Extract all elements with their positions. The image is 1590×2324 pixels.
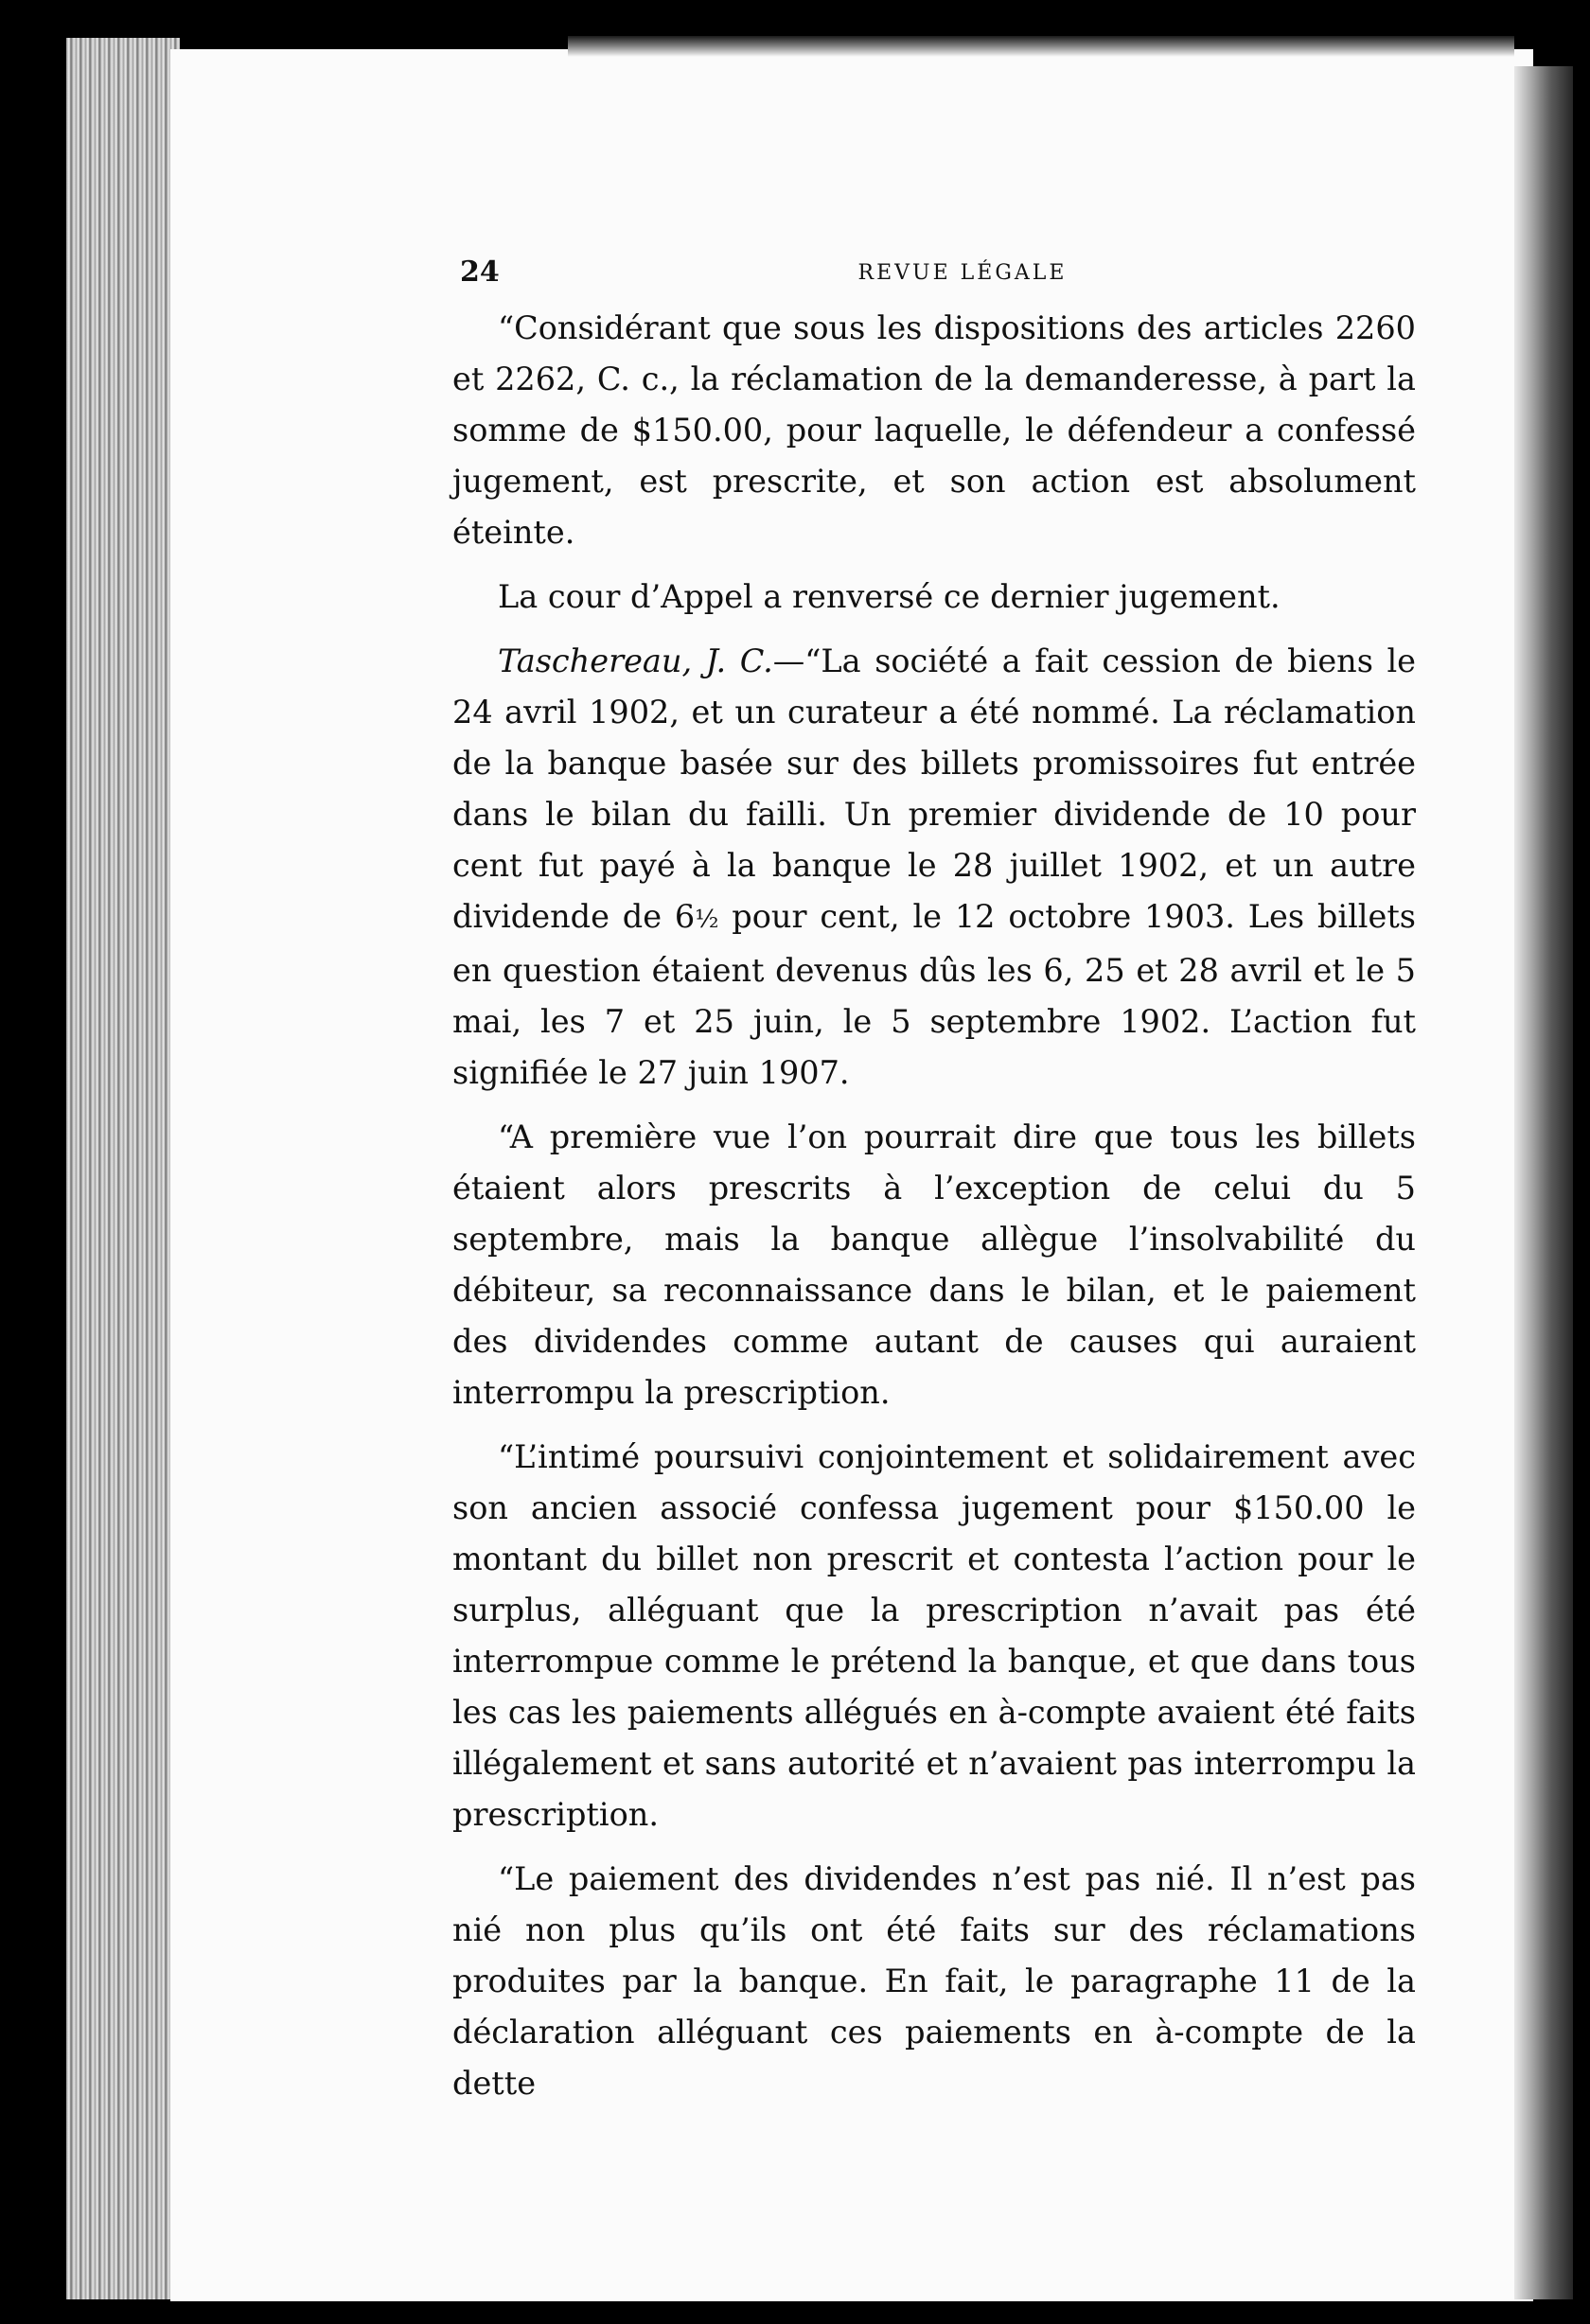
paragraph-premiere-vue: “A première vue l’on pourrait dire que tous les billets étaient alors prescrits à l’exception de celui du 5 septembre, mais la banque allègue l’insolvabilité du débiteur, sa reconnaissance dans le bilan, et le paiement des dividendes comme autant de causes qui auraient interrompu la prescription.	[452, 1118, 1416, 1411]
right-page-edge	[1514, 66, 1573, 2299]
paragraph-taschereau	[452, 636, 1416, 1099]
paragraph-considerant: “Considérant que sous les dispositions des articles 2260 et 2262, C. c., la réclamation de la demanderesse, à part la somme de $150.00, pour laquelle, le défendeur a confessé jugement, est prescrite, et son action est absolument éteinte.	[452, 309, 1416, 551]
paragraph-text: —“La société a fait cession de biens le 24 avril 1902, et un curateur a été nommé. La réclamation de la banque basée sur des billets promissoires fut entrée dans le bilan du failli. Un premier dividende de 10 pour cent fut payé à la banque le 28 juillet 1902, et un autre dividende de 6	[452, 643, 1417, 935]
page-header	[452, 250, 1416, 303]
paragraph-intime: “L’intimé poursuivi conjointement et solidairement avec son ancien associé confessa jugement pour $150.00 le montant du billet non prescrit et contesta l’action pour le surplus, alléguant que la prescription n’avait pas été interrompue comme le prétend la banque, et que dans tous les cas les paiements allégués en à-compte avaient été faits illégalement et sans autorité et n’avaient pas interrompu la prescription.	[452, 1438, 1416, 1833]
judge-name: Taschereau, J. C.	[498, 643, 773, 679]
paragraph-cour-appel: La cour d’Appel a renversé ce dernier jugement.	[498, 578, 1281, 615]
page-number: 24	[460, 255, 500, 289]
fraction: ½	[695, 906, 719, 934]
top-edge-shadow	[568, 36, 1514, 57]
page-content	[452, 250, 1416, 2122]
paragraph-paiement: “Le paiement des dividendes n’est pas nié. Il n’est pas nié non plus qu’ils ont été faits sur des réclamations produites par la banque. En fait, le paragraphe 11 de la déclaration alléguant ces paiements en à-compte de la dette	[452, 1860, 1416, 2102]
paragraph-text-continued: pour cent, le 12 octobre 1903. Les billets en question étaient devenus dûs les 6, 25 et 28 avril et le 5 mai, les 7 et 25 juin, le 5 septembre 1902. L’action fut signifiée le 27 juin 1907.	[452, 898, 1416, 1091]
book-gutter-edge	[66, 38, 180, 2299]
running-title: REVUE LÉGALE	[857, 261, 1068, 285]
